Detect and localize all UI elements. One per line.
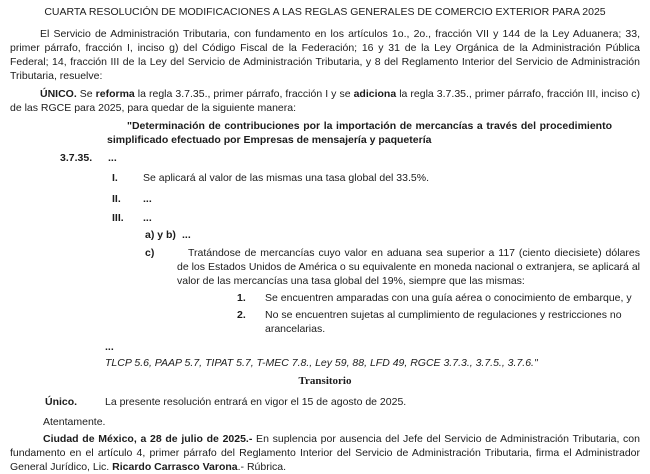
inciso-c-marker: c) — [145, 247, 155, 259]
inciso-row-c — [145, 246, 640, 288]
resolutive-post: la regla 3.7.35., primer párrafo, fracción III, inciso c) de las RGCE para 2025, para quedar de la siguiente manera: — [10, 88, 640, 114]
resolutive-reforma: reforma — [95, 88, 135, 100]
intro-paragraph — [10, 27, 640, 83]
fraction-1-text: Se aplicará al valor de las mismas una tasa global del 33.5%. — [143, 172, 429, 184]
numeral-1-marker: 1. — [237, 292, 246, 304]
rule-number-row — [60, 151, 640, 165]
resolutive-paragraph — [10, 87, 640, 115]
numeral-row-2 — [237, 308, 640, 336]
trailing-ellipsis: ... — [105, 341, 114, 353]
resolutive-pre: Se — [76, 88, 96, 100]
rule-number: 3.7.35. — [60, 152, 93, 164]
rule-number-ellipsis: ... — [108, 152, 117, 164]
transitory-article-text: La presente resolución entrará en vigor el 15 de agosto de 2025. — [105, 396, 407, 408]
resolutive-label: ÚNICO. — [40, 88, 77, 100]
fraction-row-2 — [112, 192, 640, 206]
inciso-ab-text: ... — [182, 229, 191, 241]
intro-text: El Servicio de Administración Tributaria, con fundamento en los artículos 1o., 2o., fracción VII y 144 de la Ley Aduanera; 33, primer párrafo, fracción I, inciso g) del Código Fiscal de la Federación; 16 y 31 de la Ley Orgánica de la Administración Pública Federal; 14, fracción III de la Ley del Servicio de Administración Tributaria, y 8 del Reglamento Interior del Servicio de Administración Tributaria, resuelve: — [10, 28, 640, 82]
closing-body: En suplencia por ausencia del Jefe del Servicio de Administración Tributaria, con fundamento en el artículo 4, primer párrafo del Reglamento Interior del Servicio de Administración Tributaria, firma el Administrador General Jurídico, Lic. — [10, 433, 640, 473]
closing-signer: Ricardo Carrasco Varona — [112, 461, 238, 473]
closing-place-date: Ciudad de México, a 28 de julio de 2025.- — [43, 433, 253, 445]
transitory-heading: Transitorio — [298, 375, 352, 387]
transitory-article-label: Único. — [45, 396, 78, 408]
inciso-c-text: Tratándose de mercancías cuyo valor en aduana sea superior a 117 (ciento diecisiete) dólares de los Estados Unidos de América o su equivalente en moneda nacional o extranjera, se aplicará al valor de las mercancías una tasa global del 19%, siempre que las mismas: — [177, 247, 640, 287]
numeral-2-text: No se encuentren sujetas al cumplimiento de regulaciones y restricciones no arancelarias. — [265, 309, 622, 335]
numeral-row-1 — [237, 291, 640, 305]
document-title: CUARTA RESOLUCIÓN DE MODIFICACIONES A LAS REGLAS GENERALES DE COMERCIO EXTERIOR PARA 2025 — [44, 6, 606, 18]
fraction-3-text: ... — [143, 212, 152, 224]
rule-references: TLCP 5.6, PAAP 5.7, TIPAT 5.7, T-MEC 7.8., Ley 59, 88, LFD 49, RGCE 3.7.3., 3.7.5., 3.7.6." — [105, 357, 538, 369]
inciso-ab-marker: a) y b) — [145, 229, 176, 241]
numeral-1-text: Se encuentren amparadas con una guía aérea o conocimiento de embarque, y — [265, 292, 632, 304]
resolutive-adiciona: adiciona — [353, 88, 397, 100]
transitory-article-row — [45, 395, 640, 409]
inciso-row-ab — [145, 228, 640, 242]
fraction-3-marker: III. — [112, 212, 124, 224]
closing-rubric: .- Rúbrica. — [237, 461, 287, 473]
fraction-2-marker: II. — [112, 193, 121, 205]
fraction-row-1 — [112, 171, 640, 185]
fraction-1-marker: I. — [112, 172, 118, 184]
numeral-2-marker: 2. — [237, 309, 246, 321]
rule-heading: "Determinación de contribuciones por la importación de mercancías a través del procedimiento simplificado efectuado por Empresas de mensajería y paquetería — [107, 120, 612, 146]
fraction-row-3 — [112, 211, 640, 225]
closing-paragraph — [10, 432, 640, 474]
fraction-2-text: ... — [143, 193, 152, 205]
salutation: Atentamente. — [43, 416, 106, 428]
resolutive-mid: la regla 3.7.35., primer párrafo, fracción I y se — [134, 88, 354, 100]
